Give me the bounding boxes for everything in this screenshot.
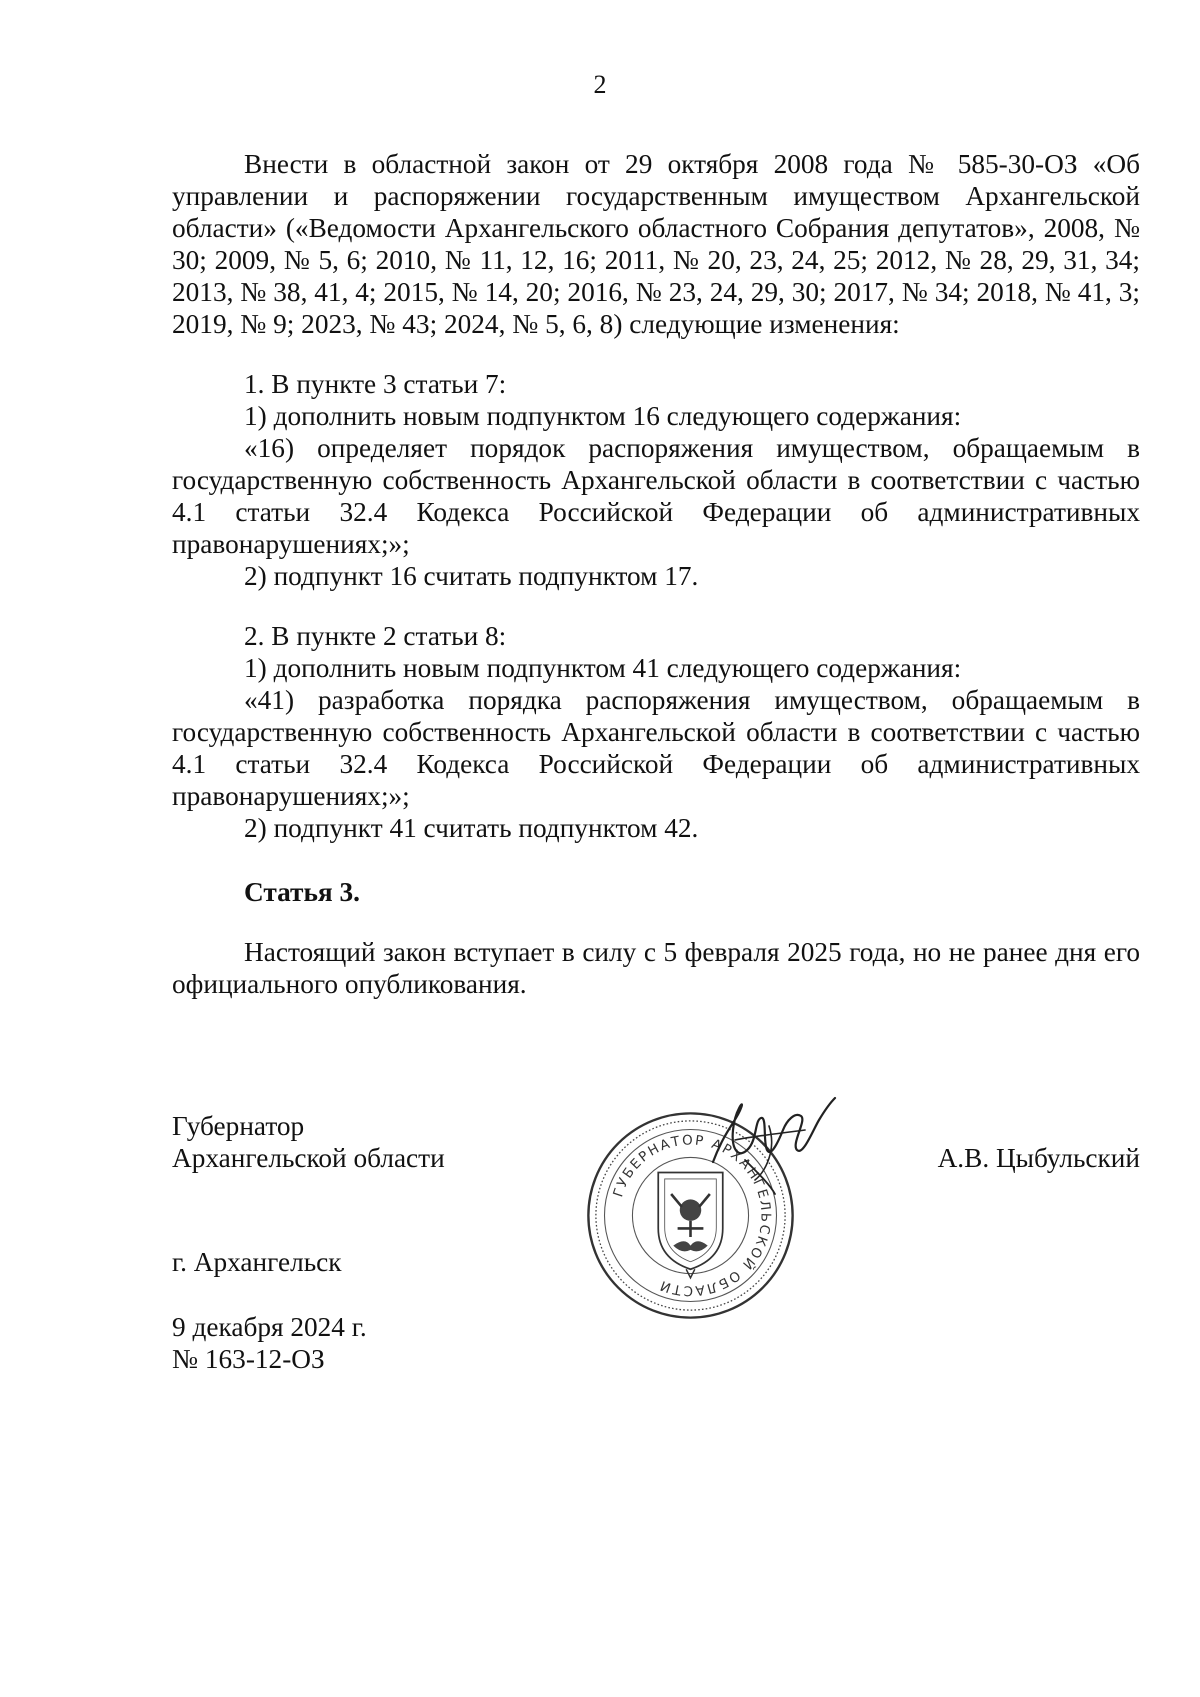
section-1-item-1: 1) дополнить новым подпунктом 16 следующего содержания: [244, 401, 962, 431]
seal-text: ГУБЕРНАТОР АРХАНГЕЛЬСКОЙ ОБЛАСТИ [611, 1133, 773, 1298]
section-2-title: 2. В пункте 2 статьи 8: [244, 621, 507, 651]
date-and-number [172, 1311, 367, 1375]
amendment-section-1 [172, 368, 1140, 592]
law-number: № 163-12-ОЗ [172, 1344, 325, 1374]
section-2-item-2: 2) подпункт 41 считать подпунктом 42. [244, 813, 699, 843]
section-2-quote: «41) разработка порядка распоряжения имуществом, обращаемым в государственную собственность Архангельской области в соответствии с частью 4.1 статьи 32.4 Кодекса Российской Федерации об административных правонарушениях;»; [172, 685, 1140, 811]
article-3-heading: Статья 3. [244, 877, 360, 907]
section-1-item-2: 2) подпункт 16 считать подпунктом 17. [244, 561, 699, 591]
signer-name: А.В. Цыбульский [937, 1143, 1140, 1173]
amendment-section-2 [172, 620, 1140, 844]
page-number: 2 [593, 70, 607, 99]
law-date: 9 декабря 2024 г. [172, 1312, 367, 1342]
intro-paragraph: Внести в областной закон от 29 октября 2008 года № 585-30-ОЗ «Об управлении и распоряжении государственным имуществом Архангельской области» («Ведомости Архангельского областного Собрания депутатов», 2008, № 30; 2009, № 5, 6; 2010, № 11, 12, 16; 2011, № 20, 23, 24, 25; 2012, № 28, 29, 31, 34; 2013, № 38, 41, 4; 2015, № 14, 20; 2016, № 23, 24, 29, 30; 2017, № 34; 2018, № 41, 3; 2019, № 9; 2023, № 43; 2024, № 5, 6, 8) следующие изменения: [172, 149, 1140, 339]
position-line-2: Архангельской области [172, 1143, 445, 1173]
handwritten-signature [705, 1090, 850, 1200]
city: г. Архангельск [172, 1247, 342, 1277]
section-2-item-1: 1) дополнить новым подпунктом 41 следующего содержания: [244, 653, 962, 683]
section-1-title: 1. В пункте 3 статьи 7: [244, 369, 507, 399]
section-1-quote: «16) определяет порядок распоряжения имуществом, обращаемым в государственную собственность Архангельской области в соответствии с частью 4.1 статьи 32.4 Кодекса Российской Федерации об административных правонарушениях;»; [172, 433, 1140, 559]
position-line-1: Губернатор [172, 1111, 305, 1141]
signer-position [172, 1110, 445, 1174]
article-3-text: Настоящий закон вступает в силу с 5 февраля 2025 года, но не ранее дня его официального опубликования. [172, 937, 1140, 999]
document-body [172, 148, 1140, 1000]
